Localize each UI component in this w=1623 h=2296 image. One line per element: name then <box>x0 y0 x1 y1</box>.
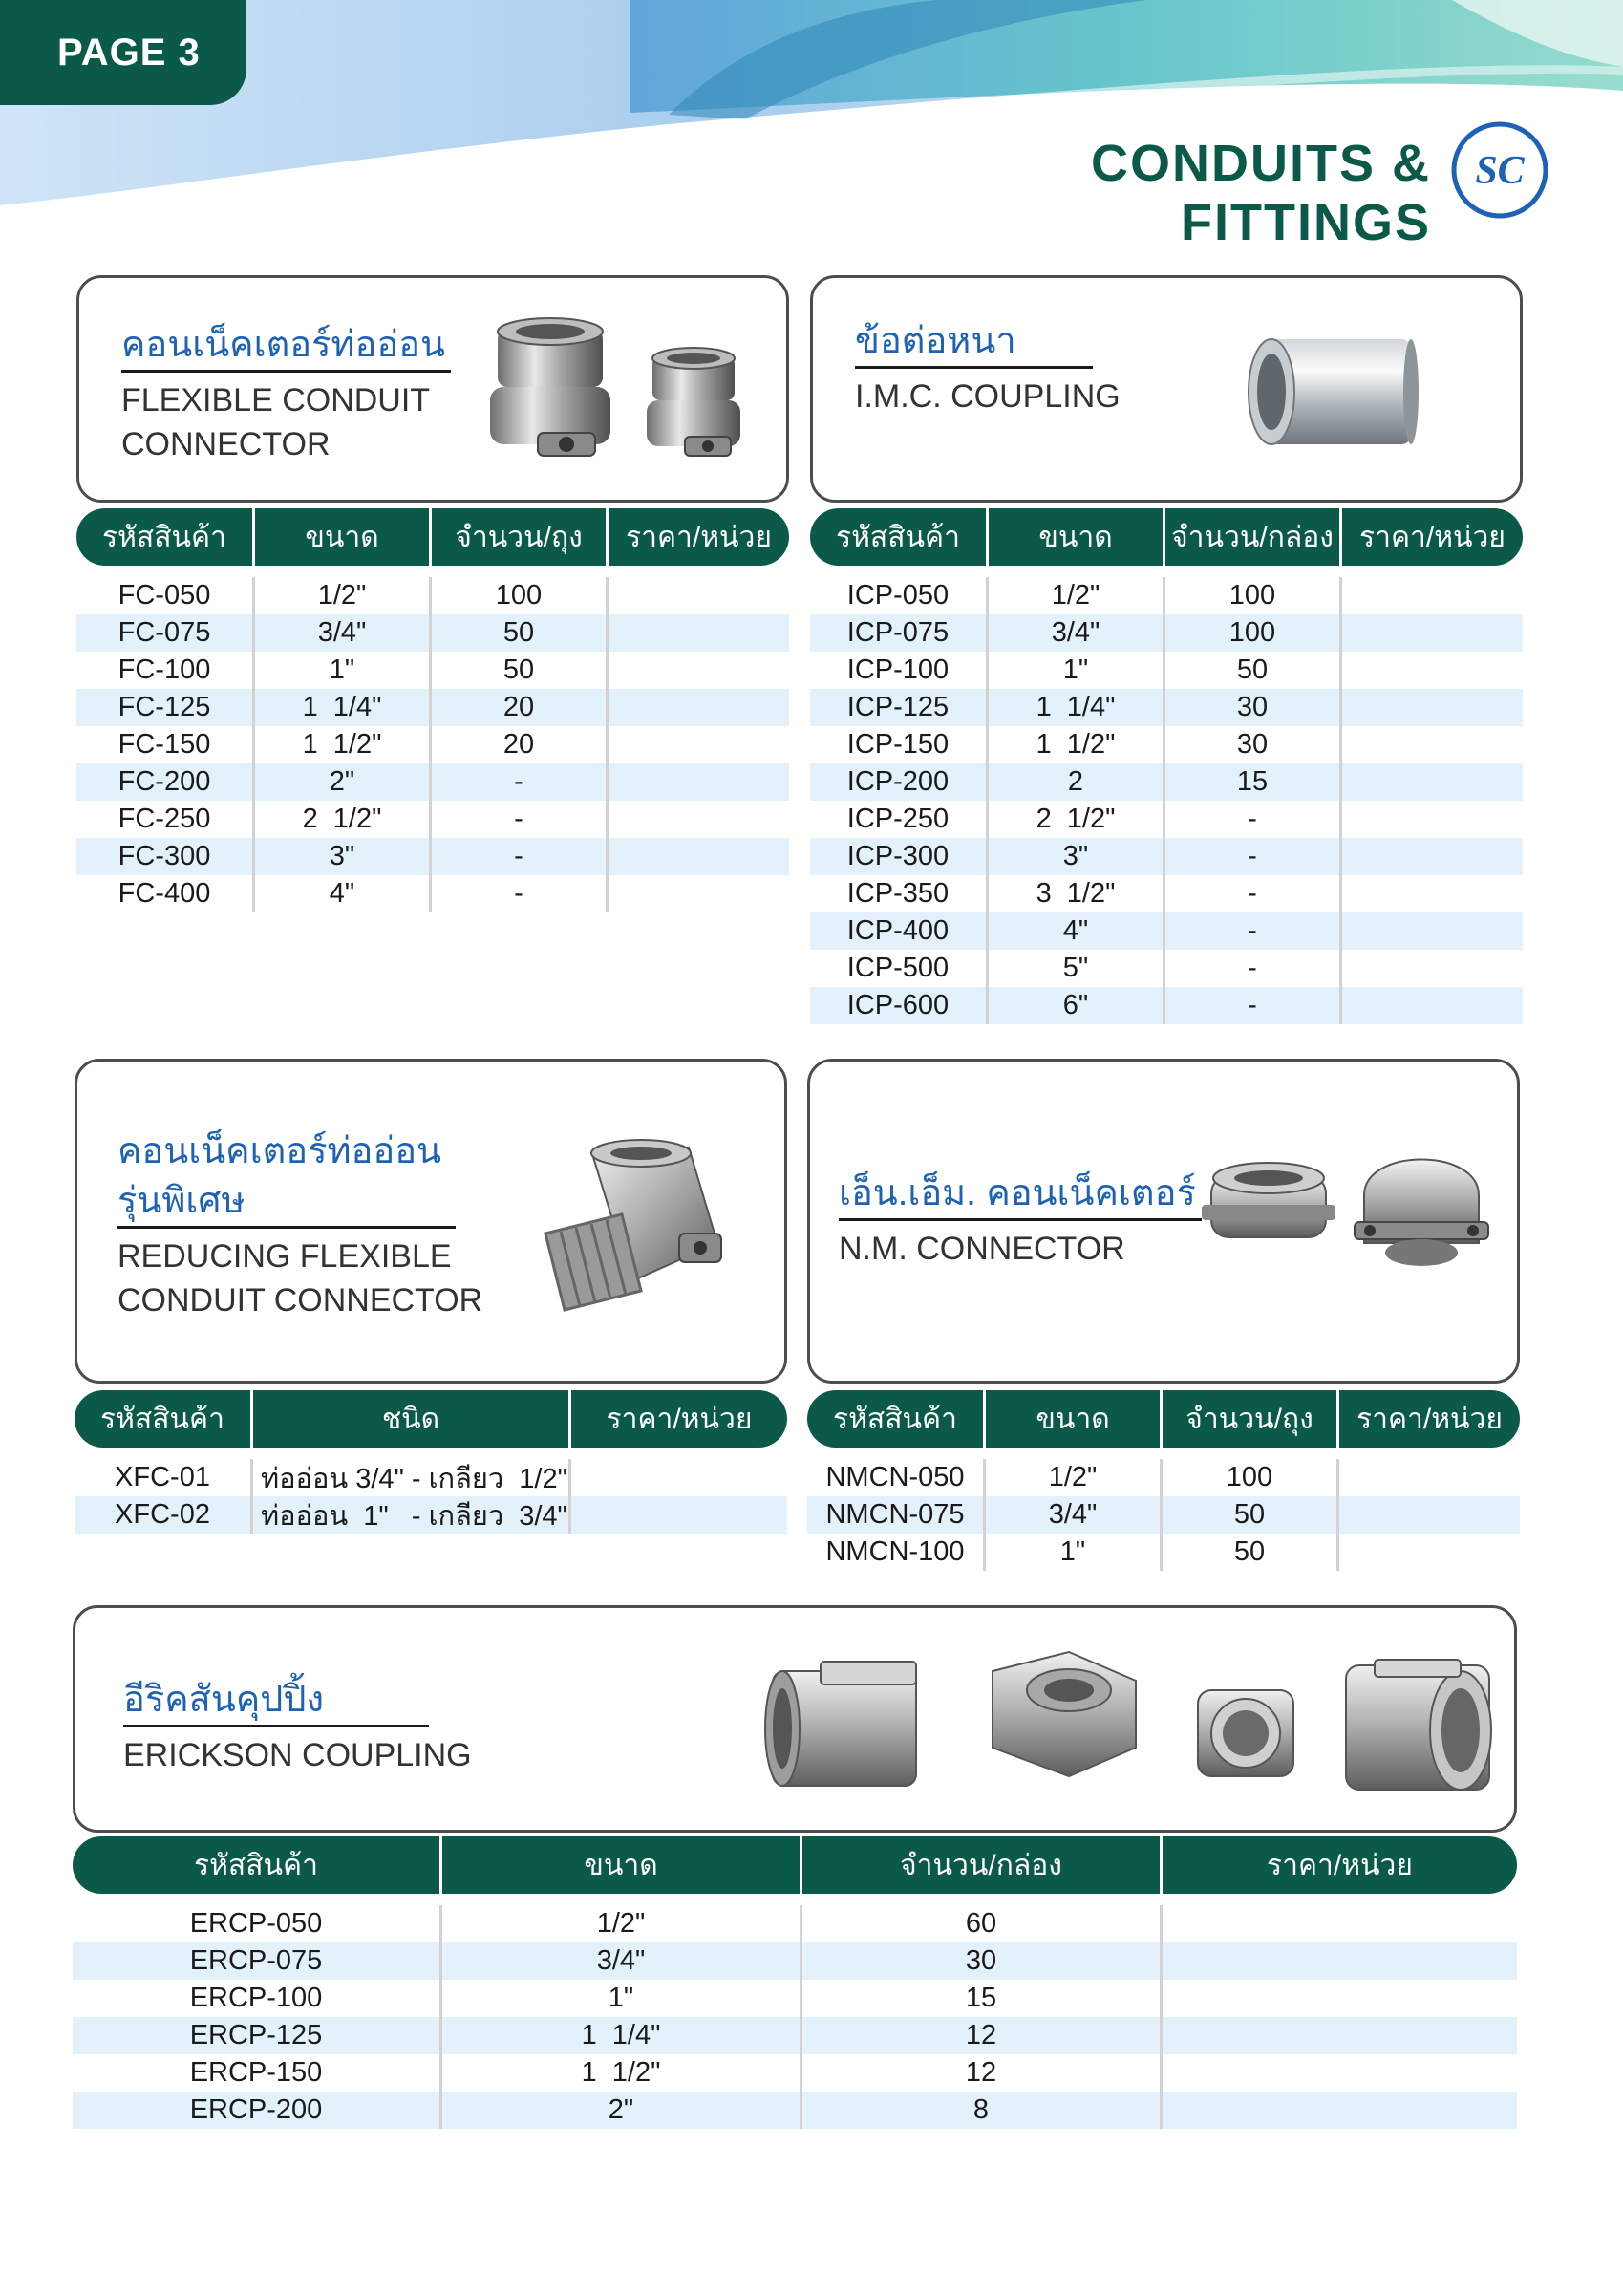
table-cell <box>609 763 789 801</box>
flexible-connector-image <box>480 311 767 473</box>
nm-connector-table <box>807 1390 1520 1571</box>
table-cell: - <box>1165 950 1342 987</box>
table-cell: 3/4" <box>989 614 1165 652</box>
table-cell <box>1163 1942 1517 1980</box>
table-cell: 3/4" <box>442 1942 802 1980</box>
table-cell: ERCP-200 <box>73 2092 442 2129</box>
table-row <box>76 838 789 875</box>
table-row <box>76 689 789 726</box>
table-row <box>810 689 1523 726</box>
table-cell <box>1163 1980 1517 2017</box>
table-row <box>75 1459 787 1496</box>
table-row <box>810 726 1523 763</box>
table-cell: 1" <box>442 1980 802 2017</box>
table-cell <box>609 577 789 614</box>
table-cell: - <box>1165 838 1342 875</box>
table-header <box>810 508 1523 566</box>
table-body <box>810 577 1523 1024</box>
product-thai-name: อีริคสันคุปปิ้ง <box>123 1675 429 1727</box>
table-cell: XFC-02 <box>75 1496 253 1534</box>
table-cell: 1" <box>255 652 432 689</box>
table-cell: ICP-500 <box>810 950 989 987</box>
table-header <box>73 1836 1517 1894</box>
table-cell <box>1342 912 1523 950</box>
table-cell <box>571 1459 787 1496</box>
table-row <box>73 1905 1517 1942</box>
table-cell: 1 1/4" <box>442 2017 802 2054</box>
table-cell: 1 1/2" <box>442 2054 802 2092</box>
table-cell <box>609 726 789 763</box>
table-row <box>810 652 1523 689</box>
table-cell: ICP-100 <box>810 652 989 689</box>
table-cell: 2" <box>255 763 432 801</box>
table-cell: 50 <box>1163 1496 1339 1534</box>
table-cell: 50 <box>1165 652 1342 689</box>
table-cell: 1/2" <box>442 1905 802 1942</box>
erickson-coupling-box <box>73 1605 1517 1833</box>
table-cell: 8 <box>802 2092 1163 2129</box>
product-english-name-line2: CONDUIT CONNECTOR <box>117 1282 483 1319</box>
column-header: จำนวน/กล่อง <box>802 1836 1163 1894</box>
table-row <box>76 875 789 912</box>
erickson-coupling-image <box>763 1642 1508 1805</box>
table-row <box>807 1459 1520 1496</box>
table-cell: ท่ออ่อน 1" - เกลียว 3/4" <box>253 1496 571 1534</box>
table-cell: - <box>1165 801 1342 838</box>
table-cell: FC-150 <box>76 726 255 763</box>
nm-connector-image <box>1202 1138 1498 1281</box>
table-cell <box>1342 726 1523 763</box>
column-header: รหัสสินค้า <box>810 508 989 566</box>
table-header <box>807 1390 1520 1448</box>
nm-connector-box <box>807 1059 1520 1384</box>
table-cell <box>609 689 789 726</box>
page-number-tab <box>0 0 246 105</box>
product-english-name: N.M. CONNECTOR <box>839 1231 1125 1267</box>
table-cell: - <box>1165 875 1342 912</box>
table-cell <box>609 838 789 875</box>
product-english-name: FLEXIBLE CONDUIT <box>121 382 431 418</box>
table-cell <box>1342 652 1523 689</box>
reducing-connector-table <box>75 1390 787 1534</box>
column-header: ราคา/หน่วย <box>606 1403 753 1435</box>
column-header: จำนวน/ถุง <box>432 508 609 566</box>
table-cell <box>1342 763 1523 801</box>
column-header: จำนวน/ถุง <box>1163 1390 1339 1448</box>
table-cell: ICP-150 <box>810 726 989 763</box>
table-cell: ERCP-150 <box>73 2054 442 2092</box>
table-cell: ERCP-125 <box>73 2017 442 2054</box>
table-cell <box>1339 1534 1520 1571</box>
table-row <box>76 577 789 614</box>
table-cell: - <box>432 838 609 875</box>
table-cell: 5" <box>989 950 1165 987</box>
table-row <box>76 763 789 801</box>
table-row <box>73 1980 1517 2017</box>
table-cell: 1/2" <box>989 577 1165 614</box>
sc-logo <box>1450 120 1549 220</box>
table-row <box>73 1942 1517 1980</box>
table-cell: 1 1/2" <box>255 726 432 763</box>
table-body <box>73 1905 1517 2129</box>
table-cell: 30 <box>1165 726 1342 763</box>
table-cell: 2" <box>442 2092 802 2129</box>
column-header: ราคา/หน่วย <box>1356 1403 1503 1435</box>
table-cell: 20 <box>432 726 609 763</box>
product-thai-name: คอนเน็คเตอร์ท่ออ่อน <box>117 1131 441 1171</box>
product-thai-name-line2: รุ่นพิเศษ <box>117 1176 456 1229</box>
column-header: ขนาด <box>986 1390 1163 1448</box>
table-cell <box>571 1496 787 1534</box>
column-header: รหัสสินค้า <box>75 1390 253 1448</box>
table-row <box>76 801 789 838</box>
table-cell: 3" <box>255 838 432 875</box>
table-cell: 1 1/2" <box>989 726 1165 763</box>
table-row <box>810 912 1523 950</box>
table-cell: 50 <box>1163 1534 1339 1571</box>
table-cell: 3/4" <box>986 1496 1163 1534</box>
table-row <box>810 614 1523 652</box>
table-cell: 100 <box>1163 1459 1339 1496</box>
product-thai-name: เอ็น.เอ็ม. คอนเน็คเตอร์ <box>839 1169 1202 1221</box>
table-cell: FC-200 <box>76 763 255 801</box>
logo-text: SC <box>1475 149 1525 193</box>
table-cell: NMCN-100 <box>807 1534 986 1571</box>
imc-coupling-box <box>810 275 1523 503</box>
table-row <box>76 652 789 689</box>
table-cell: 1 1/4" <box>255 689 432 726</box>
table-cell: ท่ออ่อน 3/4" - เกลียว 1/2" <box>253 1459 571 1496</box>
column-header: ราคา/หน่วย <box>1267 1849 1413 1881</box>
table-row <box>810 950 1523 987</box>
table-cell <box>1163 2092 1517 2129</box>
table-cell: ICP-600 <box>810 987 989 1024</box>
product-english-name: ERICKSON COUPLING <box>123 1737 472 1773</box>
table-body <box>75 1459 787 1534</box>
table-cell: ICP-300 <box>810 838 989 875</box>
table-body <box>807 1459 1520 1571</box>
table-cell <box>1342 689 1523 726</box>
table-cell: 1 1/4" <box>989 689 1165 726</box>
table-cell: 15 <box>802 1980 1163 2017</box>
flexible-connector-box <box>76 275 789 503</box>
table-cell: 1" <box>989 652 1165 689</box>
table-cell: NMCN-050 <box>807 1459 986 1496</box>
table-row <box>810 577 1523 614</box>
flexible-connector-table <box>76 508 789 912</box>
column-header: ขนาด <box>442 1836 802 1894</box>
table-cell: ICP-200 <box>810 763 989 801</box>
reducing-connector-image <box>526 1128 737 1339</box>
table-cell: 100 <box>1165 614 1342 652</box>
table-cell: 4" <box>255 875 432 912</box>
column-header: รหัสสินค้า <box>807 1390 986 1448</box>
product-english-name-line2: CONNECTOR <box>121 426 331 462</box>
table-cell: FC-125 <box>76 689 255 726</box>
product-english-name: I.M.C. COUPLING <box>855 378 1121 415</box>
column-header: ชนิด <box>253 1390 571 1448</box>
table-row <box>810 875 1523 912</box>
table-cell: 30 <box>1165 689 1342 726</box>
table-cell <box>609 801 789 838</box>
table-body <box>76 577 789 912</box>
page-label: PAGE 3 <box>57 31 201 74</box>
table-cell: FC-100 <box>76 652 255 689</box>
erickson-coupling-table <box>73 1836 1517 2129</box>
column-header: ราคา/หน่วย <box>1359 521 1506 553</box>
table-cell <box>609 652 789 689</box>
table-row <box>73 2017 1517 2054</box>
table-row <box>810 763 1523 801</box>
table-cell: 6" <box>989 987 1165 1024</box>
table-row <box>73 2092 1517 2129</box>
table-cell: ICP-125 <box>810 689 989 726</box>
table-cell <box>1342 950 1523 987</box>
table-cell: ICP-350 <box>810 875 989 912</box>
table-cell <box>1342 838 1523 875</box>
table-cell <box>1342 614 1523 652</box>
column-header: ขนาด <box>255 508 432 566</box>
table-cell: ICP-400 <box>810 912 989 950</box>
table-cell: 3 1/2" <box>989 875 1165 912</box>
table-cell: 3/4" <box>255 614 432 652</box>
table-cell: ERCP-050 <box>73 1905 442 1942</box>
table-cell: XFC-01 <box>75 1459 253 1496</box>
table-cell: 30 <box>802 1942 1163 1980</box>
table-cell: 12 <box>802 2054 1163 2092</box>
table-cell: 15 <box>1165 763 1342 801</box>
table-cell: 50 <box>432 614 609 652</box>
table-row <box>73 2054 1517 2092</box>
table-cell: - <box>432 763 609 801</box>
table-cell <box>609 875 789 912</box>
table-cell: 2 <box>989 763 1165 801</box>
table-cell: ICP-075 <box>810 614 989 652</box>
table-cell: - <box>432 875 609 912</box>
page-title: CONDUITS & FITTINGS <box>1091 135 1431 251</box>
table-row <box>807 1534 1520 1571</box>
column-header: ขนาด <box>989 508 1165 566</box>
table-cell: ICP-050 <box>810 577 989 614</box>
table-row <box>810 801 1523 838</box>
column-header: ราคา/หน่วย <box>626 521 772 553</box>
table-cell <box>1163 2054 1517 2092</box>
table-row <box>807 1496 1520 1534</box>
table-cell: 3" <box>989 838 1165 875</box>
table-cell <box>1342 577 1523 614</box>
table-header <box>76 508 789 566</box>
table-cell: ERCP-075 <box>73 1942 442 1980</box>
table-cell: ICP-250 <box>810 801 989 838</box>
table-row <box>76 614 789 652</box>
table-cell <box>1339 1459 1520 1496</box>
imc-coupling-table <box>810 508 1523 1024</box>
table-cell <box>1342 801 1523 838</box>
table-cell: FC-300 <box>76 838 255 875</box>
table-cell: 2 1/2" <box>989 801 1165 838</box>
table-cell: 20 <box>432 689 609 726</box>
product-english-name: REDUCING FLEXIBLE <box>117 1238 452 1275</box>
table-cell: 2 1/2" <box>255 801 432 838</box>
column-header: รหัสสินค้า <box>73 1836 442 1894</box>
table-cell: FC-075 <box>76 614 255 652</box>
table-cell: NMCN-075 <box>807 1496 986 1534</box>
table-cell: - <box>1165 912 1342 950</box>
table-cell: 60 <box>802 1905 1163 1942</box>
column-header: จำนวน/กล่อง <box>1165 508 1342 566</box>
table-cell: FC-050 <box>76 577 255 614</box>
table-cell: 100 <box>1165 577 1342 614</box>
table-cell: 1/2" <box>986 1459 1163 1496</box>
table-cell: FC-400 <box>76 875 255 912</box>
table-cell: 4" <box>989 912 1165 950</box>
reducing-connector-box <box>75 1059 787 1384</box>
table-cell: 1" <box>986 1534 1163 1571</box>
table-cell: ERCP-100 <box>73 1980 442 2017</box>
table-cell: 50 <box>432 652 609 689</box>
table-cell <box>1339 1496 1520 1534</box>
table-cell: 100 <box>432 577 609 614</box>
table-row <box>76 726 789 763</box>
table-cell: FC-250 <box>76 801 255 838</box>
table-cell <box>1342 987 1523 1024</box>
imc-coupling-image <box>1241 330 1432 454</box>
product-thai-name: คอนเน็คเตอร์ท่ออ่อน <box>121 320 451 373</box>
table-row <box>75 1496 787 1534</box>
table-cell <box>1342 875 1523 912</box>
table-cell: 1/2" <box>255 577 432 614</box>
table-header <box>75 1390 787 1448</box>
table-cell <box>1163 1905 1517 1942</box>
column-header: รหัสสินค้า <box>76 508 255 566</box>
table-cell <box>609 614 789 652</box>
product-thai-name: ข้อต่อหนา <box>855 316 1093 369</box>
table-cell <box>1163 2017 1517 2054</box>
table-cell: - <box>1165 987 1342 1024</box>
table-cell: 12 <box>802 2017 1163 2054</box>
table-row <box>810 987 1523 1024</box>
table-row <box>810 838 1523 875</box>
table-cell: - <box>432 801 609 838</box>
